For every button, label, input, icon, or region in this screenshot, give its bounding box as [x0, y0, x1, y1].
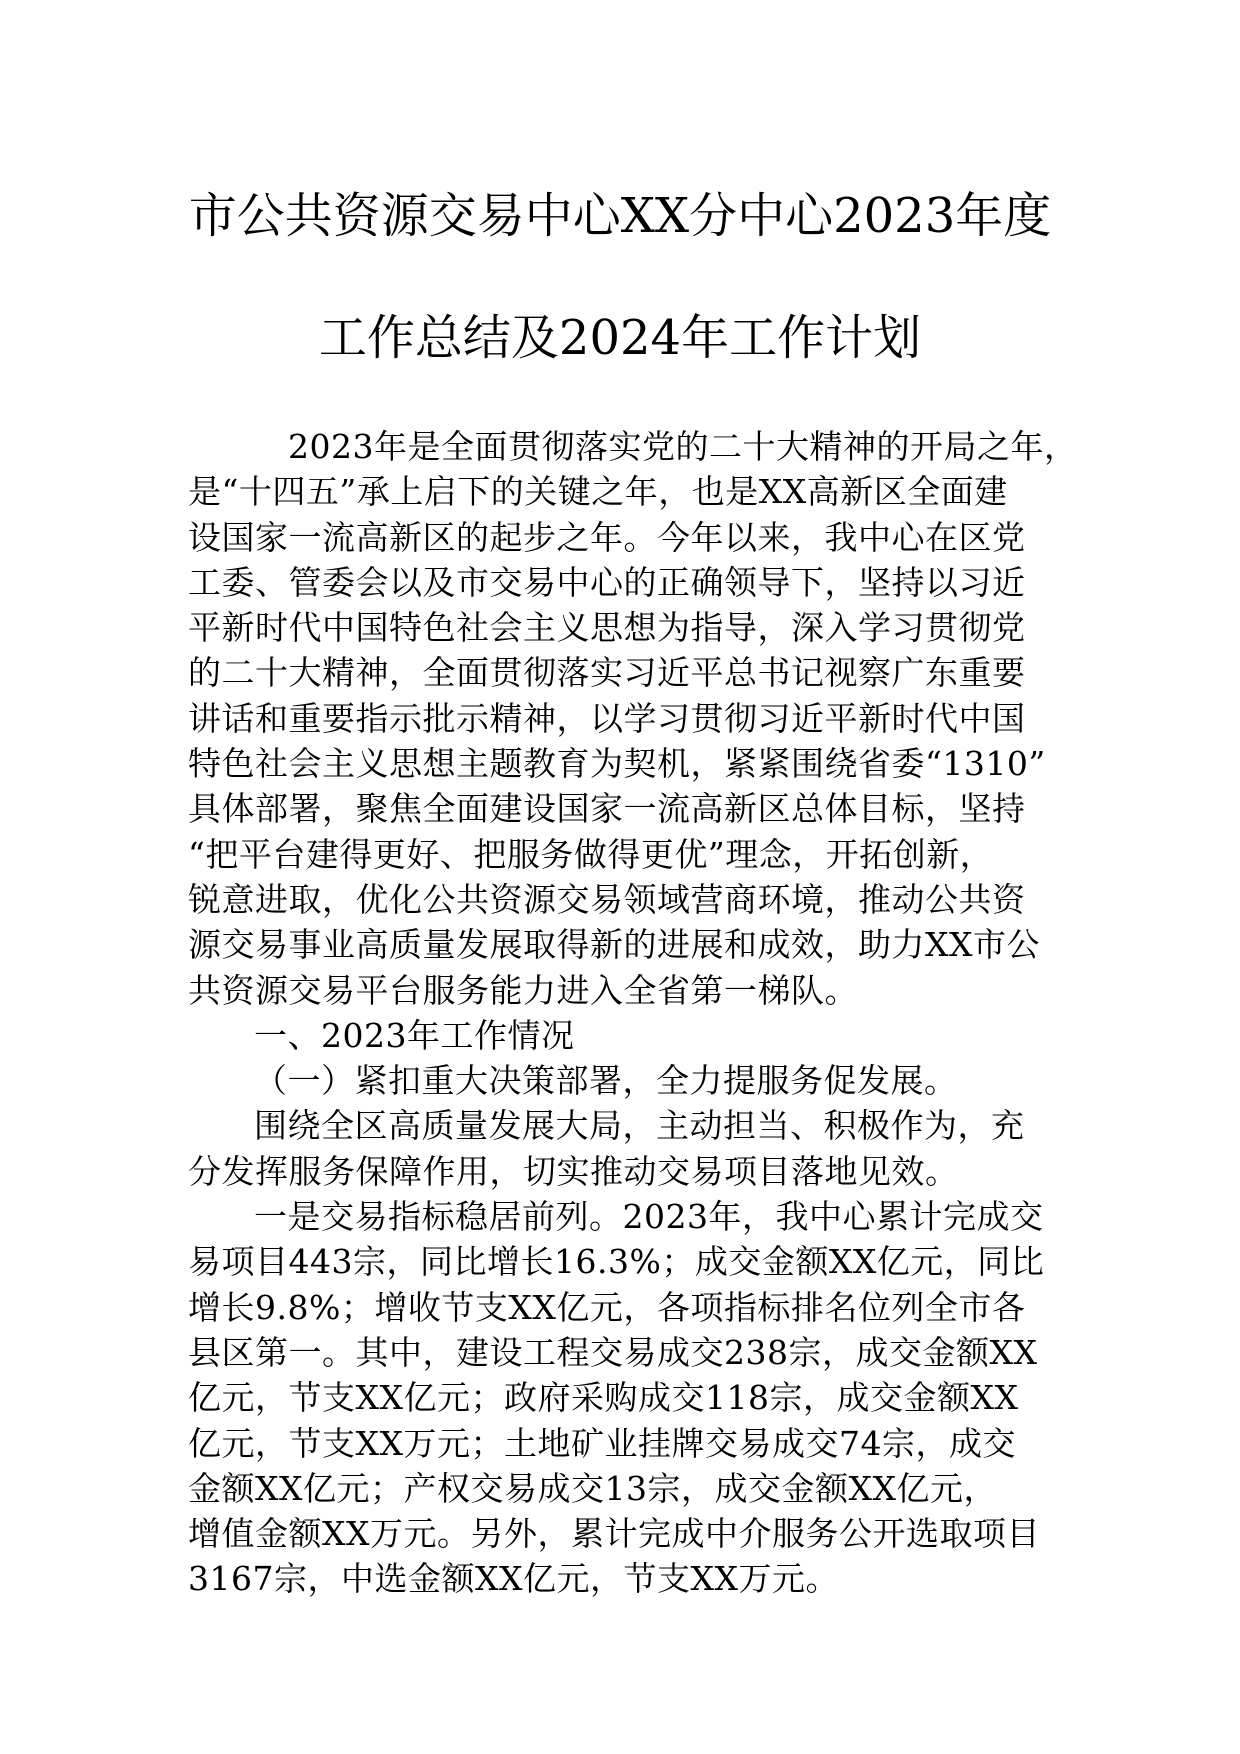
paragraph-line: 3167宗，中选金额XX亿元，节支XX万元。 [188, 1559, 839, 1599]
paragraph-line: 源交易事业高质量发展取得新的进展和成效，助力XX市公 [188, 925, 1040, 965]
paragraph-line: 2023年是全面贯彻落实党的二十大精神的开局之年， [288, 427, 1078, 466]
paragraph-line: 设国家一流高新区的起步之年。今年以来，我中心在区党 [188, 517, 1026, 557]
paragraph-line: 亿元，节支XX亿元；政府采购成交118宗，成交金额XX [188, 1378, 1019, 1418]
paragraph-line: 增长9.8%；增收节支XX亿元，各项指标排名位列全市各 [188, 1287, 1026, 1327]
paragraph-line: 具体部署，聚焦全面建设国家一流高新区总体目标，坚持 [188, 789, 1026, 829]
paragraph-line: 分发挥服务保障作用，切实推动交易项目落地见效。 [188, 1151, 959, 1191]
paragraph-line: 增值金额XX万元。另外，累计完成中介服务公开选取项目 [188, 1514, 1040, 1554]
paragraph-line: 围绕全区高质量发展大局，主动担当、积极作为，充 [254, 1106, 1025, 1146]
document-body [188, 424, 1078, 1602]
paragraph-line: 平新时代中国特色社会主义思想为指导，深入学习贯彻党 [188, 608, 1026, 648]
paragraph-line: 县区第一。其中，建设工程交易成交238宗，成交金额XX [188, 1332, 1038, 1372]
paragraph-line: 亿元，节支XX万元；土地矿业挂牌交易成交74宗，成交 [188, 1423, 1016, 1463]
paragraph-line: 是“十四五”承上启下的关键之年，也是XX高新区全面建 [188, 472, 1008, 512]
paragraph-line: 一是交易指标稳居前列。2023年，我中心累计完成交 [254, 1197, 1044, 1237]
paragraph-line: 的二十大精神，全面贯彻落实习近平总书记视察广东重要 [188, 653, 1026, 693]
paragraph-line: 讲话和重要指示批示精神，以学习贯彻习近平新时代中国 [188, 698, 1026, 738]
paragraph-line: 金额XX亿元；产权交易成交13宗，成交金额XX亿元， [188, 1468, 997, 1508]
paragraph-line: 共资源交易平台服务能力进入全省第一梯队。 [188, 970, 858, 1010]
paragraph-line: 锐意进取，优化公共资源交易领域营商环境，推动公共资 [188, 879, 1026, 919]
document-title-line-2: 工作总结及2024年工作计划 [318, 310, 922, 366]
section-heading: 一、2023年工作情况 [254, 1015, 575, 1055]
document-title-line-1: 市公共资源交易中心XX分中心2023年度 [188, 188, 1052, 244]
paragraph-line: 易项目443宗，同比增长16.3%；成交金额XX亿元，同比 [188, 1242, 1045, 1282]
subsection-heading: （一）紧扣重大决策部署，全力提服务促发展。 [254, 1061, 958, 1101]
paragraph-line: 特色社会主义思想主题教育为契机，紧紧围绕省委“1310” [188, 744, 1046, 784]
paragraph-line: “把平台建得更好、把服务做得更优”理念，开拓创新， [188, 834, 994, 874]
paragraph-line: 工委、管委会以及市交易中心的正确领导下，坚持以习近 [188, 562, 1026, 602]
